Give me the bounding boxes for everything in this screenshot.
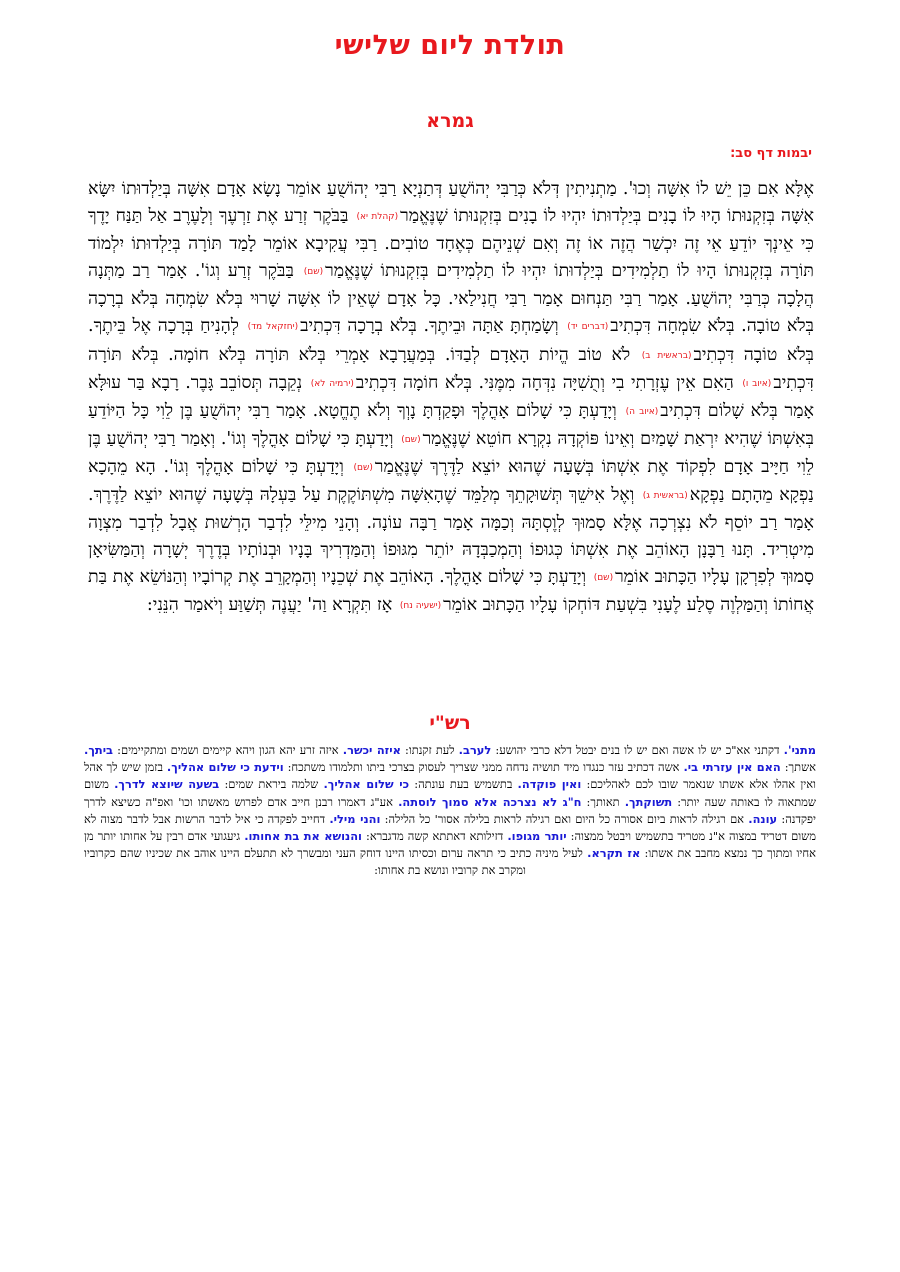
tractate-reference: יבמות דף סב: (730, 146, 812, 161)
rashi-segment: שלמה ביראת שמים: (219, 777, 324, 792)
gemara-segment: אָז תִּקְרָא וַה' יַעֲנֶה תְּשַׁוַּע וְיֹאמַר הִנֵּנִי: (146, 595, 393, 616)
gemara-segment: לֹא טוֹב הֱיוֹת הָאָדָם לְבַדּוֹ. בְּמַעֲרָבָא אָמְרֵי בְּלֹא תּוֹרָה בְּלֹא חוֹמָה. בְּלֹא תּוֹרָה דִּכְתִיב (88, 344, 814, 393)
rashi-text (84, 742, 816, 880)
dibur-hamatchil: אז תקרא. (587, 846, 641, 861)
gemara-segment: בַּבֹּקֶר זְרַע וְגוֹ'. אָמַר רַב מַתְּנָה הֲלָכָה כְּרַבִּי יְהוֹשֻׁעַ. אָמַר רַבִּי תַּנְחוּם אָמַר רַבִּי חֲנִילַאי. כָּל אָדָם שֶׁאֵין לוֹ אִשָּׁה שָׁרוּי בְּלֹא שִׂמְחָה בְּלֹא בְרָכָה בְּלֹא טוֹבָה. בְּלֹא שִׂמְחָה דִּכְתִיב (88, 261, 814, 337)
rashi-segment: תאותך: (581, 794, 625, 809)
gemara-segment: וְשָׂמַחְתָּ אַתָּה וּבֵיתֶךָ. בְּלֹא בְרָכָה דִּכְתִיב (300, 316, 559, 337)
source-reference: (שם) (593, 573, 614, 584)
rashi-segment: אם רגילה לראות ביום אסורה כל היום ואם רגילה לראות בלילה אסור' כל הלילה: (380, 811, 749, 826)
rashi-segment: גיעגועי אדם רבין על אחותו יותר מן אחיו ומתוך כך נמצא מחבב את אשתו: (84, 829, 816, 861)
rashi-segment: לעת זקנתו: (400, 743, 459, 757)
gemara-segment: אֶלָּא אִם כֵּן יֵשׁ לוֹ אִשָּׁה וְכוּ'. מַתְנִיתִין דְּלֹא כְּרַבִּי יְהוֹשֻׁעַ דְּתַנְיָא רַבִּי יְהוֹשֻׁעַ אוֹמֵר נָשָׂא אָדָם אִשָּׁה בְּיַלְדוּתוֹ יִשָּׂא אִשָּׁה בְּזִקְנוּתוֹ הָיוּ לוֹ בָנִים בְּיַלְדוּתוֹ יִהְיוּ לוֹ בָנִים בְּזִקְנוּתוֹ שֶׁנֶּאֱמַר (88, 179, 814, 227)
source-reference: (קהלת יא) (356, 212, 399, 223)
dibur-hamatchil: וידעת כי שלום אהליך. (166, 760, 284, 775)
source-reference: (דברים יד) (567, 322, 609, 333)
rashi-segment: איזה זרע יהא הגון ויהא קיימים ושמים ומתקיימים: (113, 743, 343, 757)
rashi-heading: רש"י (429, 712, 471, 734)
dibur-hamatchil: ביתך. (84, 743, 113, 757)
rashi-segment: משום שמתאוה לו באותה שעה יותר: (84, 777, 816, 809)
source-reference: (שם) (303, 267, 324, 278)
gemara-heading: גמרא (426, 110, 474, 132)
gemara-text (88, 176, 814, 621)
dibur-hamatchil: והנושא את בת אחותו. (244, 829, 362, 844)
gemara-segment: וְיָדַעְתָּ כִּי שָׁלוֹם אָהֳלֶךָ. הָאוֹהֵב אֶת שְׁכֵנָיו וְהַמְקָרֵב אֶת קְרוֹבָיו וְהַנּוֹשֵׂא אֶת בַּת אֲחוֹתוֹ וְהַמַּלְוֶה סֶלַע לֶעָנִי בִּשְׁעַת דּוֹחְקוֹ עָלָיו הַכָּתוּב אוֹמֵר (88, 567, 814, 616)
dibur-hamatchil: יותר מגופו. (507, 829, 567, 844)
dibur-hamatchil: ח"ג לא נצרכה אלא סמוך לוסתה. (398, 794, 582, 809)
rashi-segment: אע"ג דאמרו רבנן חייב אדם לפרוש מאשתו וכו' ואפ"ה כשיצא לדרך יפקדנה: (84, 794, 816, 826)
rashi-segment: דזילותא דאתתא קשה מדגברא: (361, 829, 508, 844)
dibur-hamatchil: בשעה שיוצא לדרך. (114, 777, 220, 792)
rashi-segment: אשה דכתיב עזר כנגדו מיד תושיה נדחה ממני שצריך לעסוק בצרכי ביתו ותלמודו משתכח: (283, 760, 684, 775)
gemara-segment: וְיָדַעְתָּ כִּי שָׁלוֹם אָהֳלֶךָ וּפָקַדְתָּ נָוְךָ וְלֹא תֶחֱטָא. אָמַר רַבִּי יְהוֹשֻׁעַ בֶּן לֵוִי כָּל הַיּוֹדֵעַ בְּאִשְׁתּוֹ שֶׁהִיא יִרְאַת שָׁמַיִם וְאֵינוֹ פּוֹקְדָהּ נִקְרָא חוֹטֵא שֶׁנֶּאֱמַר (88, 400, 814, 449)
rashi-segment: בתשמיש בעת עונתה: (409, 777, 518, 792)
gemara-segment: נְקֵבָה תְּסוֹבֵב גָּבֶר. רָבָא בַּר עוּלָּא אָמַר בְּלֹא שָׁלוֹם דִּכְתִיב (88, 372, 815, 421)
source-reference: (בראשית ב) (641, 350, 692, 361)
source-reference: (ירמיה לא) (310, 378, 354, 389)
gemara-segment: וְאֶל אִישֵׁךְ תְּשׁוּקָתֵךְ מְלַמֵּד שֶׁהָאִשָּׁה מִשְׁתּוֹקֶקֶת עַל בַּעְלָהּ בְּשָׁעָה שֶׁהוּא יוֹצֵא לַדֶּרֶךְ. אָמַר רַב יוֹסֵף לֹא נִצְרְכָה אֶלָּא סָמוּךְ לְוֶסְתָּהּ וְכַמָּה אָמַר רַבָּה עוֹנָה. וְהָנֵי מִילֵּי לִדְבַר הָרְשׁוּת אֲבָל לִדְבַר מִצְוָה מִיטְרִיד. תָּנוּ רַבָּנָן הָאוֹהֵב אֶת אִשְׁתּוֹ כְּגוּפוֹ וְהַמְכַבְּדָהּ יוֹתֵר מִגּוּפוֹ וְהַמַּדְרִיךְ בָּנָיו וּבְנוֹתָיו בְּדֶרֶךְ יְשָׁרָה וְהַמַּשִּׂיאָן סָמוּךְ לְפִרְקָן עָלָיו הַכָּתוּב אוֹמֵר (88, 485, 814, 588)
rashi-segment: דחייב לפקדה כי איל לדבר הרשות אבל לדבר מצוה לא משום דטריד במצוה א"נ מטריד בתשמיש ויבטל ממצוה: (84, 811, 816, 844)
dibur-hamatchil: מתני'. (783, 743, 816, 757)
source-reference: (איוב ו) (742, 378, 772, 389)
rashi-segment: אשתך: (780, 760, 816, 775)
page-title: תולדת ליום שלישי (334, 30, 566, 61)
source-reference: (איוב ה) (625, 406, 659, 417)
rashi-segment: בזמן שיש לך אהל ואין אהלו אלא אשתו שנאמר שובו לכם לאהליכם: (84, 760, 816, 792)
dibur-hamatchil: כי שלום אהליך. (323, 777, 410, 792)
dibur-hamatchil: האם אין עזרתי בי. (683, 760, 781, 775)
dibur-hamatchil: תשוקתך. (624, 794, 673, 809)
dibur-hamatchil: ואין פוקדה. (517, 777, 582, 792)
source-reference: (בראשית ג) (642, 491, 688, 502)
dibur-hamatchil: עונה. (748, 811, 778, 826)
source-reference: (שם) (353, 462, 373, 473)
source-reference: (יחזקאל מד) (247, 322, 299, 333)
dibur-hamatchil: והני מילי. (329, 811, 381, 826)
gemara-segment: בַּבֹּקֶר זְרַע אֶת זַרְעֶךָ וְלָעֶרֶב אַל תַּנַּח יָדֶךָ כִּי אֵינְךָ יוֹדֵעַ אֵי זֶה יִכְשַׁר הֲזֶה אוֹ זֶה וְאִם שְׁנֵיהֶם כְּאֶחָד טוֹבִים. רַבִּי עֲקִיבָא אוֹמֵר לָמַד תּוֹרָה בְּיַלְדוּתוֹ יִלְמוֹד תּוֹרָה בְּזִקְנוּתוֹ הָיוּ לוֹ תַלְמִידִים בְּיַלְדוּתוֹ יִהְיוּ לוֹ תַלְמִידִים בְּזִקְנוּתוֹ שֶׁנֶּאֱמַר (88, 206, 814, 282)
rashi-segment: דקתני אא"כ יש לו אשה ואם יש לו בנים יבטל דלא כרבי יהושע: (491, 743, 784, 757)
gemara-segment: לְהָנִיחַ בְּרָכָה אֶל בֵּיתֶךָ. בְּלֹא טוֹבָה דִּכְתִיב (88, 316, 814, 365)
gemara-segment: וְיָדַעְתָּ כִּי שָׁלוֹם אָהֳלֶךָ וְגוֹ'. הָא מֵהָכָא נַפְקָא מֵהָתָם נַפְקָא (88, 456, 814, 506)
dibur-hamatchil: איזה יכשר. (342, 743, 401, 757)
rashi-segment: לעיל מיניה כתיב כי תראה ערום וכסיתו היינו דוחק העני ומבשרך לא תתעלם היינו אוהב את שכיניו שהם כקרוביו ומקרב את קרוביו ונושא בת אחותו: (84, 846, 588, 878)
dibur-hamatchil: לערב. (458, 743, 492, 757)
source-reference: (ישעיה נח) (399, 601, 442, 612)
source-reference: (שם) (401, 434, 421, 445)
gemara-segment: הַאִם אֵין עֶזְרָתִי בִי וְתֻשִׁיָּה נִדְּחָה מִמֶּנִּי. בְּלֹא חוֹמָה דִּכְתִיב (355, 372, 734, 393)
gemara-segment: וְיָדַעְתָּ כִּי שָׁלוֹם אָהֳלֶךָ וְגוֹ'. וְאָמַר רַבִּי יְהוֹשֻׁעַ בֶּן לֵוִי חַיָּיב אָדָם לִפְקוֹד אֶת אִשְׁתּוֹ בְּשָׁעָה שֶׁהוּא יוֹצֵא לַדֶּרֶךְ שֶׁנֶּאֱמַר (88, 428, 814, 477)
